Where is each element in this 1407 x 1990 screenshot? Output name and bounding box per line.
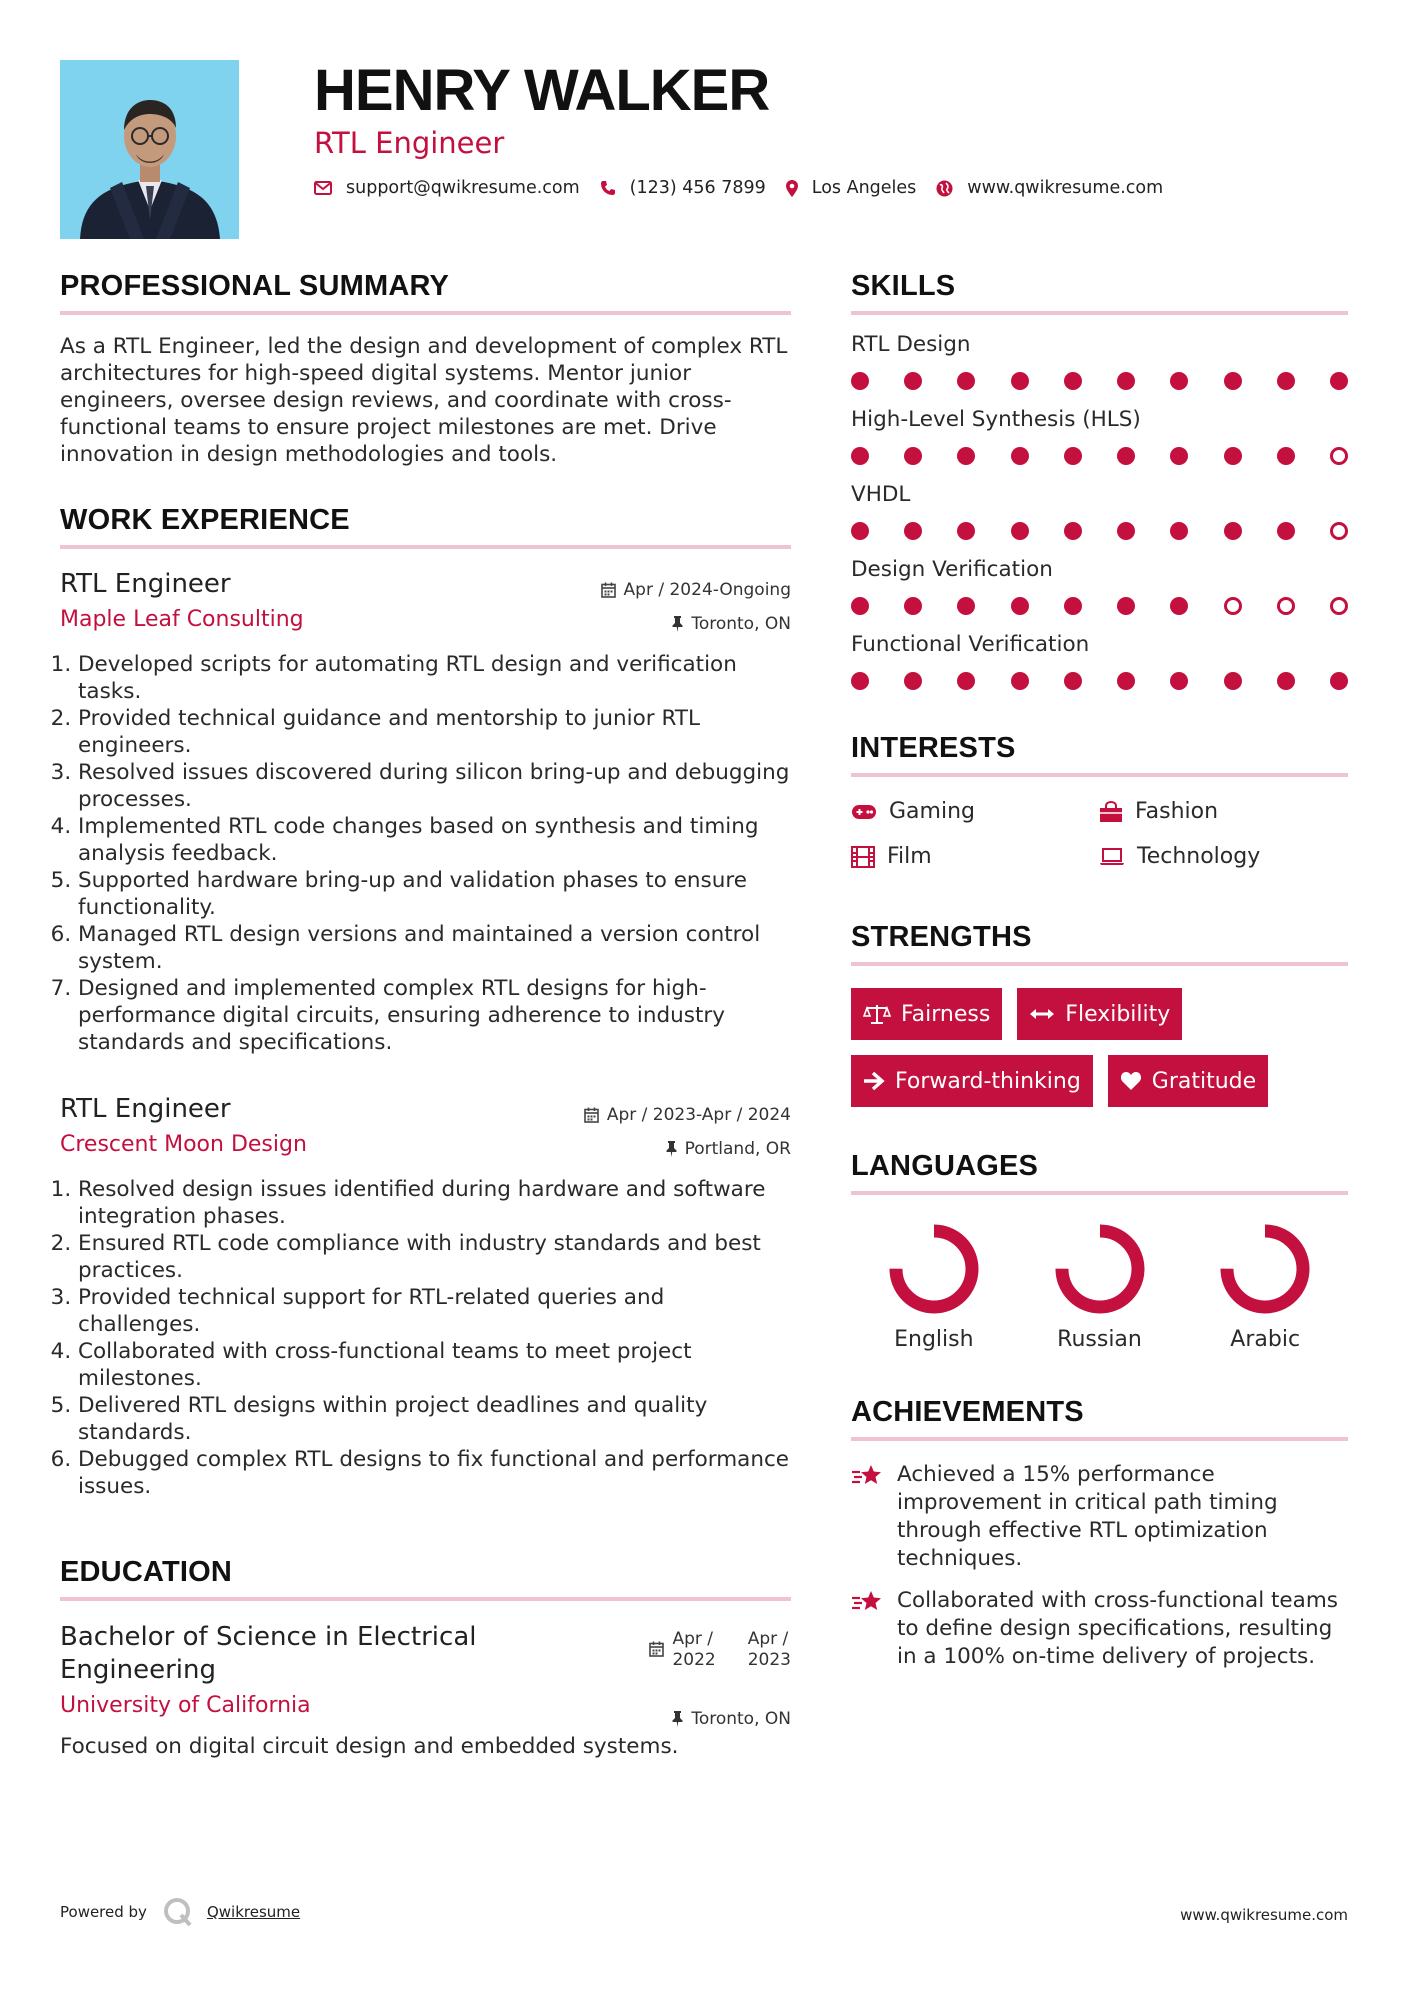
map-pin-icon	[786, 180, 798, 197]
skill-item	[851, 481, 1348, 540]
skill-dot-filled	[1277, 672, 1295, 690]
list-item: 6. Managed RTL design versions and maintained a version control system.	[78, 921, 791, 975]
strength-label: Fairness	[901, 1001, 991, 1027]
skill-dot-filled	[1277, 522, 1295, 540]
skill-dot-filled	[1064, 672, 1082, 690]
skill-name: Design Verification	[851, 557, 1053, 582]
job-meta	[601, 573, 791, 641]
education-meta	[591, 1629, 791, 1729]
pushpin-icon	[666, 1141, 677, 1157]
education-entry	[60, 1621, 791, 1760]
strengths-list	[851, 988, 1348, 1122]
arrow-right-icon	[863, 1071, 885, 1091]
skill-dot-empty	[1330, 597, 1348, 615]
location-text: Los Angeles	[811, 178, 917, 198]
list-item: 2. Provided technical guidance and mentorship to junior RTL engineers.	[78, 705, 791, 759]
skill-item	[851, 556, 1348, 615]
skill-dot-filled	[1170, 522, 1188, 540]
skill-rating	[851, 522, 1348, 540]
summary-heading: PROFESSIONAL SUMMARY	[60, 270, 791, 315]
achievements-heading: ACHIEVEMENTS	[851, 1396, 1348, 1441]
profile-photo	[60, 60, 239, 239]
job-title: RTL Engineer	[60, 1094, 231, 1124]
language-level-arc	[896, 1231, 972, 1307]
contact-website[interactable]	[936, 178, 1163, 198]
job-dates: Apr / 2023-Apr / 2024	[606, 1105, 791, 1125]
skill-dot-filled	[851, 522, 869, 540]
language-level-ring	[1052, 1221, 1148, 1317]
list-item: 5. Delivered RTL designs within project deadlines and quality standards.	[78, 1392, 791, 1446]
footer-powered-by	[60, 1897, 300, 1927]
language-item	[1182, 1221, 1348, 1352]
skill-dot-filled	[904, 597, 922, 615]
skill-dot-filled	[904, 522, 922, 540]
edu-start-date	[672, 1629, 715, 1671]
skill-dot-filled	[1064, 372, 1082, 390]
job-dates: Apr / 2024-Ongoing	[623, 580, 791, 600]
skill-dot-filled	[1011, 372, 1029, 390]
skill-dot-empty	[1330, 522, 1348, 540]
shopping-bag-icon	[1099, 801, 1123, 823]
skill-item	[851, 406, 1348, 465]
skill-dot-filled	[1170, 597, 1188, 615]
laptop-icon	[1099, 848, 1125, 866]
qwikresume-logo-icon	[163, 1897, 193, 1927]
skill-name: Functional Verification	[851, 632, 1090, 657]
strength-badge	[1017, 988, 1182, 1040]
education-heading: EDUCATION	[60, 1556, 791, 1601]
language-item	[851, 1221, 1017, 1352]
interest-label: Technology	[1137, 844, 1261, 869]
skill-dot-filled	[851, 447, 869, 465]
pushpin-icon	[672, 616, 683, 632]
job-entry	[60, 1092, 791, 1500]
job-company: Maple Leaf Consulting	[60, 607, 304, 632]
list-item: 5. Supported hardware bring-up and validation phases to ensure functionality.	[78, 867, 791, 921]
achievement-item	[851, 1461, 1348, 1573]
list-item: 3. Resolved issues discovered during silicon bring-up and debugging processes.	[78, 759, 791, 813]
skill-dot-filled	[1064, 597, 1082, 615]
calendar-icon	[601, 582, 616, 598]
skill-dot-filled	[851, 672, 869, 690]
edu-end-year: 2023	[747, 1650, 791, 1670]
list-item: 7. Designed and implemented complex RTL designs for high-performance digital circuits, ensuring adherence to industry standards and specifications.	[78, 975, 791, 1056]
skill-dot-filled	[1224, 522, 1242, 540]
interest-item	[851, 799, 1099, 824]
skill-dot-filled	[851, 372, 869, 390]
list-item: 1. Developed scripts for automating RTL design and verification tasks.	[78, 651, 791, 705]
skill-dot-filled	[957, 372, 975, 390]
skill-dot-filled	[1011, 522, 1029, 540]
right-column	[851, 270, 1348, 1671]
languages-heading: LANGUAGES	[851, 1150, 1348, 1195]
school-name: University of California	[60, 1693, 311, 1718]
list-item: 1. Resolved design issues identified during hardware and software integration phases.	[78, 1176, 791, 1230]
skill-dot-empty	[1224, 597, 1242, 615]
skill-dot-filled	[1170, 672, 1188, 690]
skill-dot-filled	[1117, 447, 1135, 465]
skill-dot-filled	[1011, 672, 1029, 690]
skill-name: VHDL	[851, 482, 911, 507]
skill-dot-filled	[904, 372, 922, 390]
brand-link[interactable]: Qwikresume	[206, 1903, 301, 1921]
shooting-star-icon	[851, 1589, 883, 1615]
skill-rating	[851, 672, 1348, 690]
powered-by-label: Powered by	[60, 1903, 147, 1921]
interest-item	[1099, 799, 1347, 824]
strengths-heading: STRENGTHS	[851, 921, 1348, 966]
skill-dot-filled	[957, 597, 975, 615]
strength-badge	[1108, 1055, 1268, 1107]
list-item: 4. Collaborated with cross-functional teams to meet project milestones.	[78, 1338, 791, 1392]
arrows-horizontal-icon	[1029, 1007, 1055, 1021]
skill-dot-filled	[1011, 447, 1029, 465]
skill-item	[851, 631, 1348, 690]
skill-dot-filled	[1330, 372, 1348, 390]
skill-dot-filled	[1117, 522, 1135, 540]
interest-label: Gaming	[889, 799, 975, 824]
skill-dot-filled	[1117, 597, 1135, 615]
skill-rating	[851, 372, 1348, 390]
contact-bar	[314, 178, 1364, 198]
strength-badge	[851, 988, 1002, 1040]
skill-dot-filled	[1170, 372, 1188, 390]
education-description: Focused on digital circuit design and embedded systems.	[60, 1734, 679, 1759]
left-column	[60, 270, 791, 1760]
strength-badge	[851, 1055, 1093, 1107]
language-item	[1017, 1221, 1183, 1352]
interests-heading: INTERESTS	[851, 732, 1348, 777]
candidate-name: HENRY WALKER	[314, 58, 770, 123]
candidate-role: RTL Engineer	[314, 126, 505, 160]
skill-dot-filled	[957, 447, 975, 465]
job-company: Crescent Moon Design	[60, 1132, 307, 1157]
skill-rating	[851, 597, 1348, 615]
heart-icon	[1120, 1071, 1142, 1091]
languages-list	[851, 1221, 1348, 1352]
job-title: RTL Engineer	[60, 569, 231, 599]
job-entry	[60, 567, 791, 1056]
edu-start-month: Apr /	[672, 1629, 714, 1649]
calendar-icon	[649, 1641, 664, 1657]
degree-title: Bachelor of Science in Electrical Engineering	[60, 1622, 477, 1685]
job-responsibilities	[60, 651, 791, 1056]
calendar-icon	[584, 1107, 599, 1123]
person-photo-illustration	[60, 60, 239, 239]
interest-item	[1099, 844, 1347, 869]
interests-list	[851, 799, 1348, 869]
skill-dot-filled	[957, 672, 975, 690]
phone-icon	[600, 180, 616, 196]
skill-dot-filled	[1277, 447, 1295, 465]
skill-dot-filled	[904, 447, 922, 465]
contact-phone[interactable]	[600, 178, 766, 198]
job-location: Toronto, ON	[691, 614, 791, 634]
pushpin-icon	[672, 1711, 683, 1727]
skill-dot-filled	[1117, 372, 1135, 390]
strength-label: Forward-thinking	[895, 1068, 1081, 1094]
list-item: 4. Implemented RTL code changes based on synthesis and timing analysis feedback.	[78, 813, 791, 867]
skill-name: RTL Design	[851, 332, 971, 357]
list-item: 6. Debugged complex RTL designs to fix functional and performance issues.	[78, 1446, 791, 1500]
skill-dot-filled	[1064, 447, 1082, 465]
shooting-star-icon	[851, 1463, 883, 1489]
skill-dot-filled	[1064, 522, 1082, 540]
skill-dot-filled	[1117, 672, 1135, 690]
skill-name: High-Level Synthesis (HLS)	[851, 407, 1141, 432]
edu-location: Toronto, ON	[691, 1709, 791, 1729]
globe-icon	[936, 180, 953, 197]
skill-dot-filled	[851, 597, 869, 615]
language-level-arc	[1227, 1231, 1303, 1307]
resume-header	[314, 58, 1364, 198]
skills-list	[851, 331, 1348, 690]
list-item: 3. Provided technical support for RTL-related queries and challenges.	[78, 1284, 791, 1338]
skill-dot-empty	[1277, 597, 1295, 615]
job-location: Portland, OR	[684, 1139, 791, 1159]
strength-label: Flexibility	[1065, 1001, 1171, 1027]
interest-item	[851, 844, 1099, 869]
language-name: Arabic	[1230, 1327, 1301, 1352]
interest-label: Film	[887, 844, 932, 869]
contact-email[interactable]	[314, 178, 580, 198]
skill-dot-filled	[1224, 372, 1242, 390]
envelope-icon	[314, 181, 332, 195]
skill-dot-empty	[1330, 447, 1348, 465]
language-level-ring	[1217, 1221, 1313, 1317]
skill-dot-filled	[1277, 372, 1295, 390]
edu-end-month: Apr /	[747, 1629, 789, 1649]
language-level-arc	[1062, 1231, 1138, 1307]
job-responsibilities	[60, 1176, 791, 1500]
email-text: support@qwikresume.com	[346, 178, 580, 198]
phone-text: (123) 456 7899	[629, 178, 766, 198]
skill-rating	[851, 447, 1348, 465]
skill-item	[851, 331, 1348, 390]
skill-dot-filled	[1224, 447, 1242, 465]
language-name: English	[894, 1327, 974, 1352]
skill-dot-filled	[1330, 672, 1348, 690]
achievement-text: Achieved a 15% performance improvement in critical path timing through effective RTL optimization techniques.	[897, 1462, 1278, 1571]
gamepad-icon	[851, 803, 877, 821]
language-name: Russian	[1057, 1327, 1142, 1352]
footer-website[interactable]: www.qwikresume.com	[1180, 1906, 1348, 1924]
skills-heading: SKILLS	[851, 270, 1348, 315]
film-icon	[851, 846, 875, 868]
skill-dot-filled	[1224, 672, 1242, 690]
language-level-ring	[886, 1221, 982, 1317]
edu-end-date	[748, 1629, 791, 1671]
skill-dot-filled	[1011, 597, 1029, 615]
balance-scale-icon	[863, 1003, 891, 1025]
contact-location	[786, 178, 917, 198]
skill-dot-filled	[1170, 447, 1188, 465]
summary-text: As a RTL Engineer, led the design and development of complex RTL architectures for high-speed digital systems. Mentor junior engineers, oversee design reviews, and coordinate with cross-functional teams to ensure project milestones are met. Drive innovation in design methodologies and tools.	[60, 334, 788, 467]
achievement-text: Collaborated with cross-functional teams to define design specifications, resulting in a 100% on-time delivery of projects.	[897, 1588, 1338, 1669]
website-text: www.qwikresume.com	[967, 178, 1164, 198]
skill-dot-filled	[904, 672, 922, 690]
list-item: 2. Ensured RTL code compliance with industry standards and best practices.	[78, 1230, 791, 1284]
experience-heading: WORK EXPERIENCE	[60, 504, 791, 549]
interest-label: Fashion	[1135, 799, 1219, 824]
strength-label: Gratitude	[1151, 1068, 1257, 1094]
job-meta	[584, 1098, 791, 1166]
skill-dot-filled	[957, 522, 975, 540]
achievement-item	[851, 1587, 1348, 1671]
edu-start-year: 2022	[672, 1650, 716, 1670]
